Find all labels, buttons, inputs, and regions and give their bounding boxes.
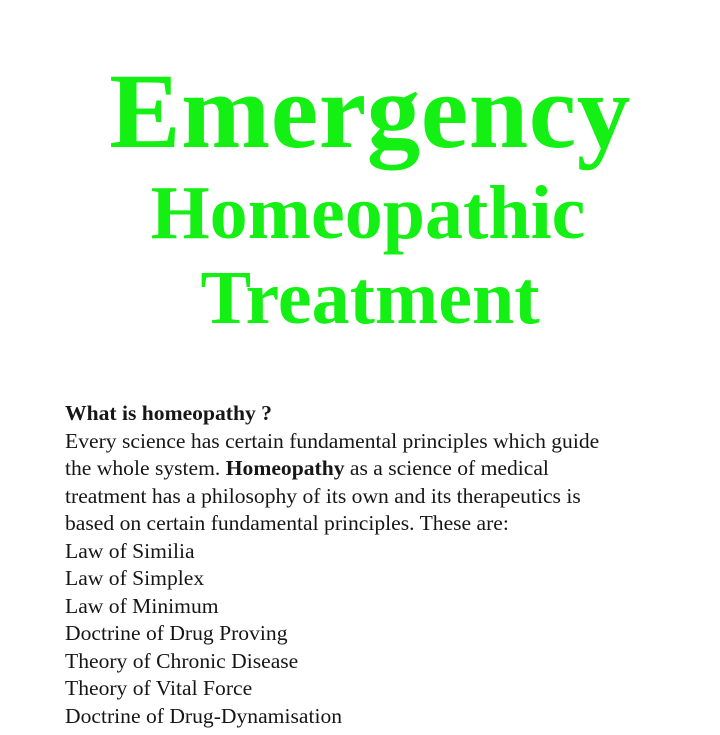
paragraph-line: treatment has a philosophy of its own and its therapeutics is bbox=[65, 483, 581, 508]
principle-item: Law of Similia bbox=[65, 538, 195, 563]
paragraph-line: Every science has certain fundamental principles which guide bbox=[65, 428, 600, 453]
paragraph-text: as a science of medical bbox=[344, 456, 549, 480]
paragraph-text: the whole system. bbox=[65, 456, 226, 480]
principle-item: Law of Simplex bbox=[65, 566, 205, 590]
principle-item: Theory of Vital Force bbox=[65, 676, 253, 700]
paragraph-line: based on certain fundamental principles. These are: bbox=[65, 511, 509, 535]
title-emergency: Emergency bbox=[109, 53, 631, 171]
title-homeopathic: Homeopathic bbox=[150, 171, 586, 255]
document-body bbox=[65, 400, 705, 730]
principle-item: Doctrine of Drug Proving bbox=[65, 621, 288, 645]
principles-list bbox=[65, 538, 705, 731]
paragraph-line bbox=[65, 455, 705, 483]
principle-item: Doctrine of Drug-Dynamisation bbox=[65, 703, 343, 728]
section-heading: What is homeopathy ? bbox=[65, 401, 272, 425]
principle-item: Law of Minimum bbox=[65, 593, 219, 618]
bold-term-homeopathy: Homeopathy bbox=[225, 456, 345, 480]
principle-item: Theory of Chronic Disease bbox=[65, 648, 299, 673]
title-treatment: Treatment bbox=[200, 256, 540, 340]
